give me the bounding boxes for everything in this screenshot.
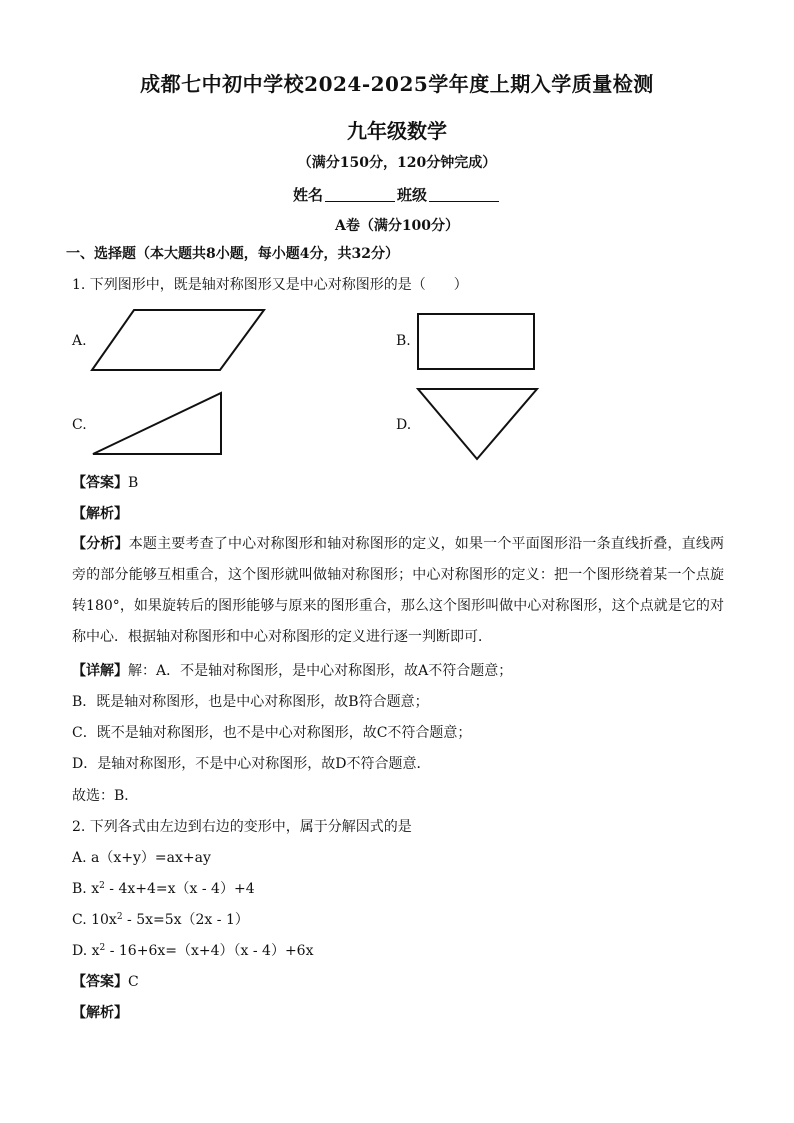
question-2-option-d [72,941,313,961]
page-title: 成都七中初中学校2024-2025学年度上期入学质量检测 [140,72,654,96]
rectangle-icon [416,312,538,372]
opt-d-post: - 16+6x=（x+4）（x - 4）+6x [105,943,314,959]
conclusion-line: 故选：B． [72,788,139,804]
question-2-stem: 2. 下列各式由左边到右边的变形中，属于分解因式的是 [72,819,412,835]
answer-tag: 【答案】 [72,475,128,491]
detail-tag: 【详解】 [72,663,128,679]
page-subtitle: 九年级数学 [347,119,447,143]
question-2-option-c [72,910,249,930]
opt-b-sup: 2 [99,881,105,891]
option-b-label: B. [396,333,411,349]
opt-d-pre: D. x [72,943,100,959]
section-heading: 一、选择题（本大题共8小题，每小题4分，共32分） [66,246,399,262]
answer-line-1 [72,473,138,493]
class-label: 班级 [397,186,428,204]
jiexi-tag-1: 【解析】 [72,506,128,522]
opt-b-post: - 4x+4=x（x - 4）+4 [104,881,255,897]
detail-text-1: 解：A．不是轴对称图形，是中心对称图形，故A不符合题意； [128,663,513,679]
name-label: 姓名 [292,186,323,204]
class-blank[interactable] [429,187,499,202]
answer-line-2 [72,972,139,992]
option-a-label: A. [72,333,87,349]
parallelogram-icon [88,308,268,374]
opt-c-pre: C. 10x [72,912,117,928]
answer-value-2: C [128,974,139,990]
inverted-triangle-icon [415,387,541,463]
opt-c-post: - 5x=5x（2x - 1） [122,912,249,928]
detail-line-1 [72,661,512,681]
question-1-stem: 1. 下列图形中，既是轴对称图形又是中心对称图形的是（ ） [72,277,468,293]
name-class-line [0,184,794,205]
question-2-option-b [72,879,255,899]
detail-line-2: B．既是轴对称图形，也是中心对称图形，故B符合题意； [72,694,429,710]
analysis-text: 本题主要考查了中心对称图形和轴对称图形的定义，如果一个平面图形沿一条直线折叠，直线两旁的部分能够互相重合，这个图形就叫做轴对称图形；中心对称图形的定义：把一个图形绕着某一个点旋转180°，如果旋转后的图形能够与原来的图形重合，那么这个图形叫做中心对称图形，这个点就是它的对称中心．根据轴对称图形和中心对称图形的定义进行逐一判断即可． [72,536,725,645]
detail-line-4: D．是轴对称图形，不是中心对称图形，故D不符合题意． [72,756,431,772]
option-d-label: D. [396,417,412,433]
section-a-heading: A卷（满分100分） [334,218,460,234]
analysis-paragraph [72,529,724,653]
name-blank[interactable] [325,187,395,202]
score-note: （满分150分，120分钟完成） [297,155,497,171]
question-2-option-a: A. a（x+y）=ax+ay [72,850,211,866]
analysis-tag: 【分析】 [72,536,129,552]
answer-tag-2: 【答案】 [72,974,128,990]
right-triangle-icon [90,390,226,458]
opt-c-sup: 2 [116,912,123,922]
opt-d-sup: 2 [99,943,106,953]
answer-value: B [128,475,139,491]
opt-b-pre: B. x [72,881,100,897]
jiexi-tag-2: 【解析】 [72,1005,128,1021]
detail-line-3: C．既不是轴对称图形，也不是中心对称图形，故C不符合题意； [72,725,472,741]
option-c-label: C. [72,417,87,433]
